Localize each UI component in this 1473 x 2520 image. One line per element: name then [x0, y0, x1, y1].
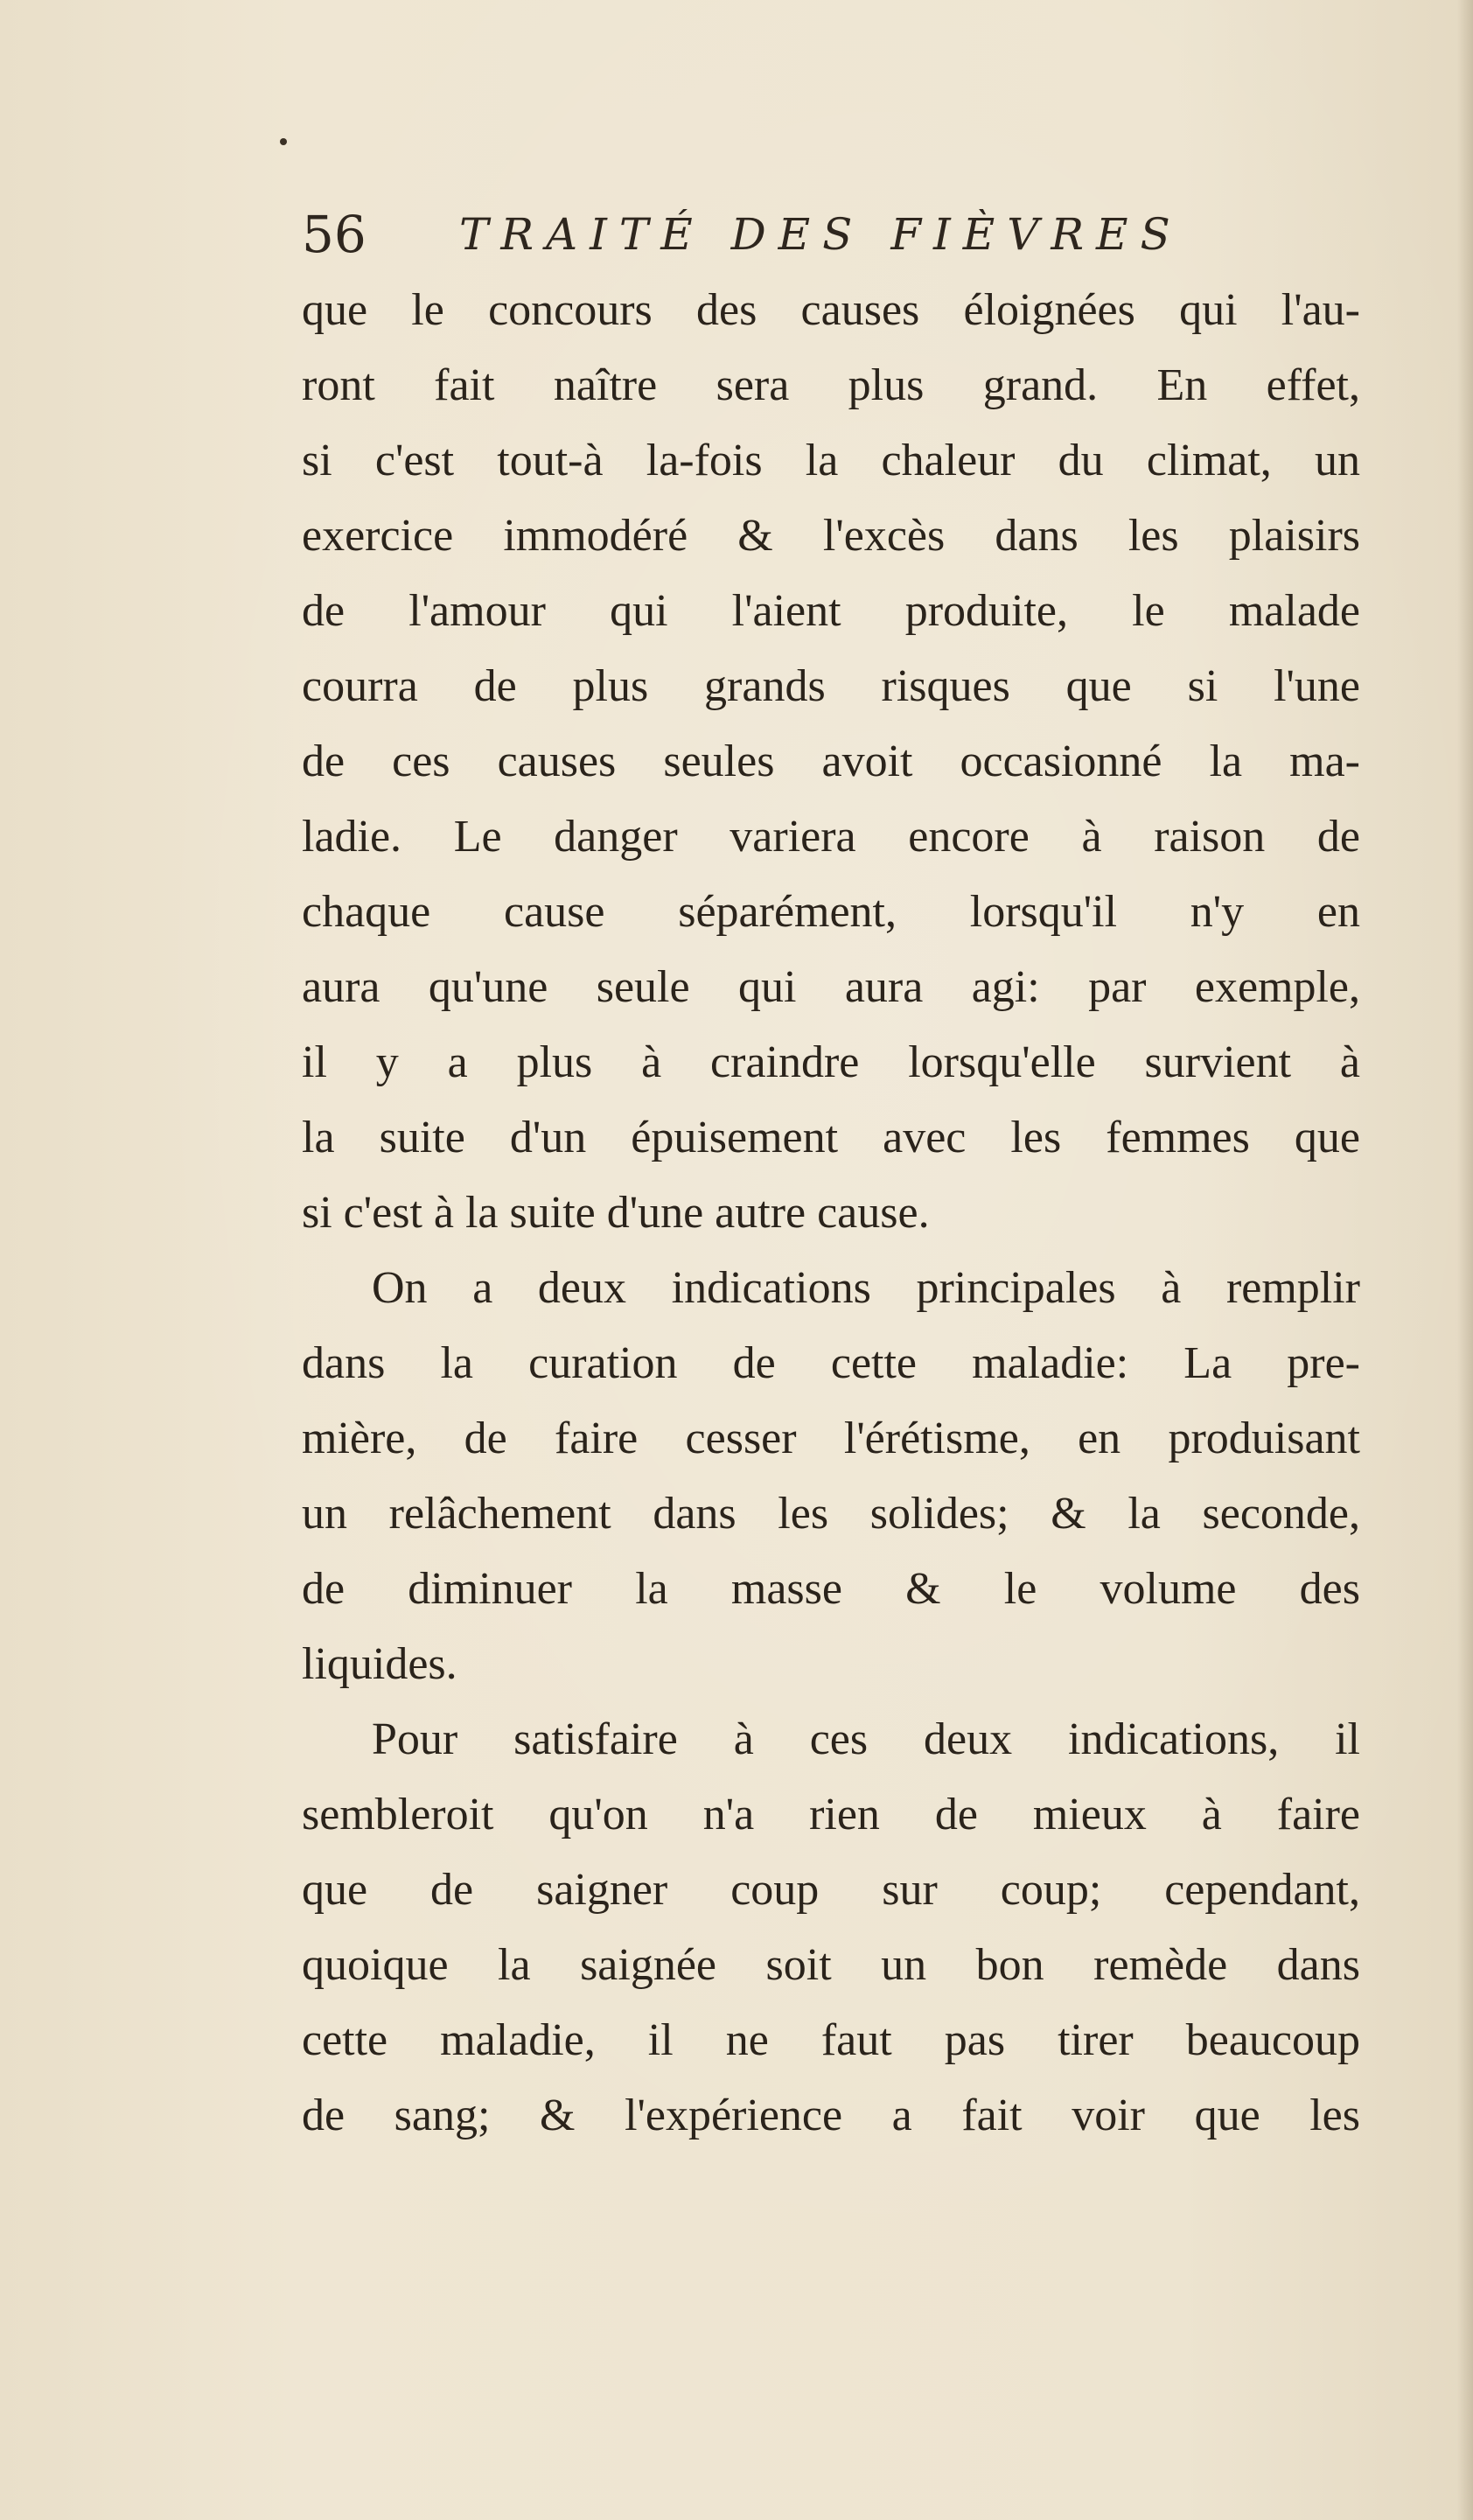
text-line: il y a plus à craindre lorsqu'elle survient à [302, 1037, 1360, 1087]
paragraph-start-line: On a deux indications principales à remplir [372, 1263, 1360, 1313]
text-line: chaque cause séparément, lorsqu'il n'y en [302, 887, 1360, 937]
text-line: exercice immodéré & l'excès dans les plaisirs [302, 511, 1360, 561]
text-line: cette maladie, il ne faut pas tirer beaucoup [302, 2015, 1360, 2065]
running-title: TRAITÉ DES FIÈVRES [459, 209, 1183, 260]
text-line: que le concours des causes éloignées qui l'au- [302, 285, 1360, 335]
text-line: un relâchement dans les solides; & la seconde, [302, 1489, 1360, 1539]
text-line: ladie. Le danger variera encore à raison de [302, 812, 1360, 862]
text-line: aura qu'une seule qui aura agi: par exemple, [302, 962, 1360, 1012]
text-line: dans la curation de cette maladie: La pre- [302, 1338, 1360, 1388]
text-line: liquides. [302, 1639, 457, 1689]
text-line: si c'est à la suite d'une autre cause. [302, 1188, 930, 1238]
page-header [302, 199, 1351, 269]
text-line: ront fait naître sera plus grand. En effet, [302, 360, 1360, 410]
ink-speck [280, 138, 287, 145]
text-line: si c'est tout-à la-fois la chaleur du climat, un [302, 436, 1360, 485]
text-line: de diminuer la masse & le volume des [302, 1564, 1360, 1614]
text-line: mière, de faire cesser l'érétisme, en produisant [302, 1414, 1360, 1463]
text-line: de ces causes seules avoit occasionné la ma- [302, 736, 1360, 786]
page-edge-shadow [1457, 0, 1473, 2520]
text-line: de l'amour qui l'aient produite, le malade [302, 586, 1360, 636]
text-line: quoique la saignée soit un bon remède dans [302, 1940, 1360, 1990]
text-line: la suite d'un épuisement avec les femmes que [302, 1113, 1360, 1162]
text-line: sembleroit qu'on n'a rien de mieux à faire [302, 1790, 1360, 1839]
paragraph-start-line: Pour satisfaire à ces deux indications, il [372, 1714, 1360, 1764]
text-line: que de saigner coup sur coup; cependant, [302, 1865, 1360, 1915]
text-line: de sang; & l'expérience a fait voir que les [302, 2091, 1360, 2140]
text-line: courra de plus grands risques que si l'une [302, 661, 1360, 711]
body-text [302, 273, 1360, 2154]
page-number: 56 [302, 205, 367, 264]
